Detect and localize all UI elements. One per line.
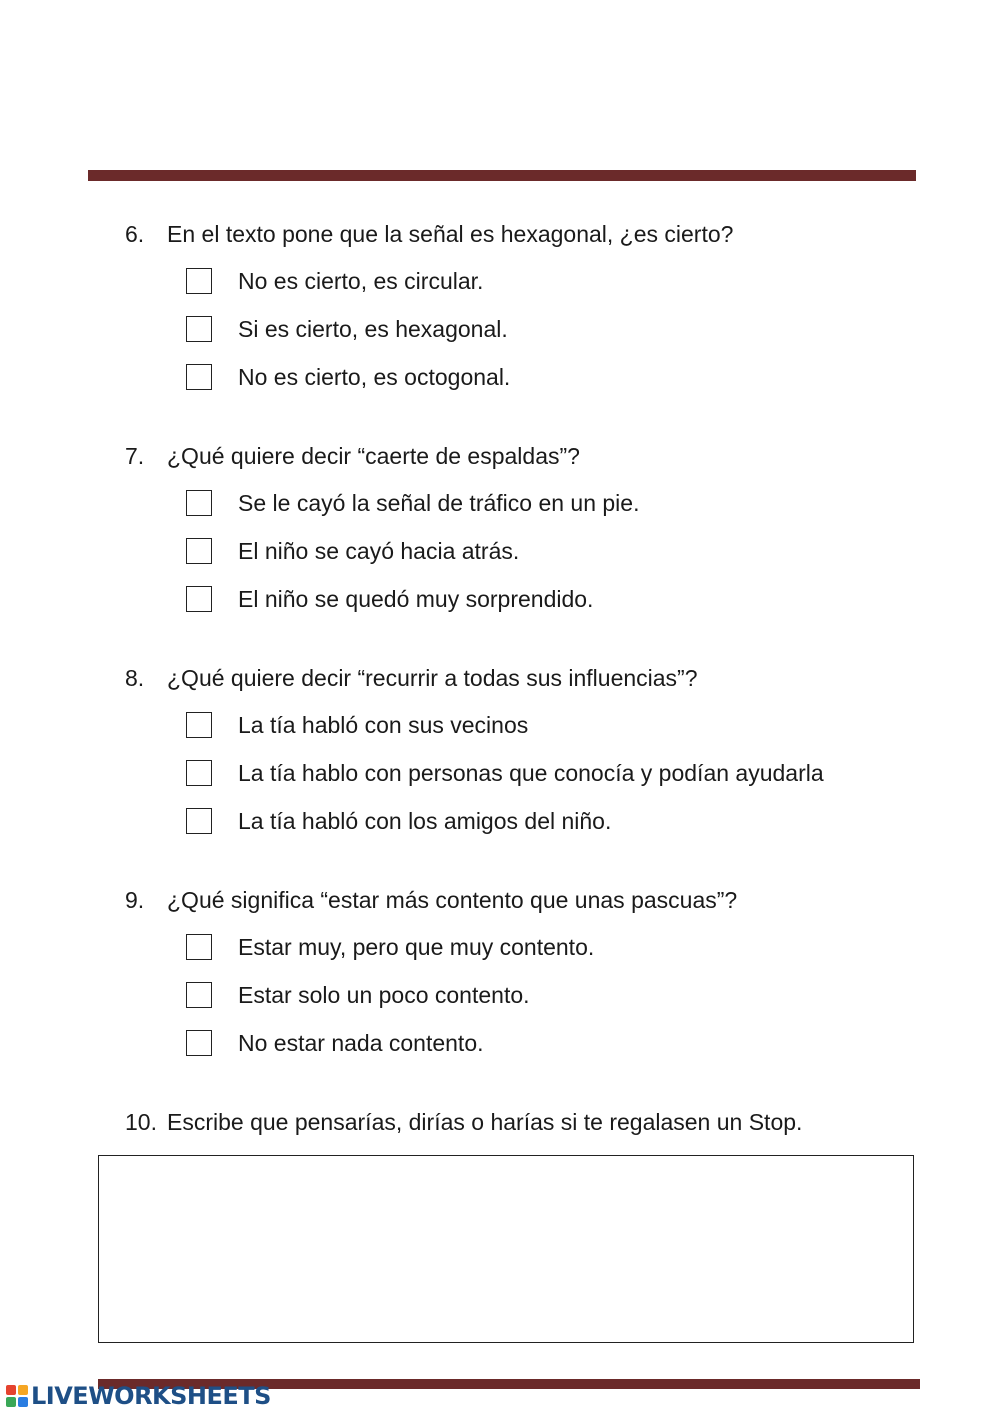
q8-option-2[interactable] — [186, 758, 824, 788]
checkbox[interactable] — [186, 712, 212, 738]
answer-text-box[interactable] — [98, 1155, 914, 1343]
logo-icon — [6, 1385, 28, 1407]
q7-option-2[interactable] — [186, 536, 519, 566]
logo-square — [6, 1385, 16, 1395]
q6-option-2[interactable] — [186, 314, 508, 344]
logo-square — [18, 1385, 28, 1395]
question-text: Escribe que pensarías, dirías o harías si te regalasen un Stop. — [167, 1109, 803, 1135]
question-text: ¿Qué quiere decir “recurrir a todas sus influencias”? — [167, 665, 698, 691]
question-text: ¿Qué quiere decir “caerte de espaldas”? — [167, 443, 580, 469]
option-label: El niño se quedó muy sorprendido. — [238, 586, 594, 612]
q9-option-2[interactable] — [186, 980, 530, 1010]
option-label: Si es cierto, es hexagonal. — [238, 316, 508, 342]
option-label: No estar nada contento. — [238, 1030, 484, 1056]
option-label: No es cierto, es circular. — [238, 268, 484, 294]
option-label: Estar muy, pero que muy contento. — [238, 934, 595, 960]
question-7 — [125, 441, 580, 471]
checkbox[interactable] — [186, 934, 212, 960]
option-label: Estar solo un poco contento. — [238, 982, 530, 1008]
option-label: La tía habló con los amigos del niño. — [238, 808, 612, 834]
checkbox[interactable] — [186, 808, 212, 834]
option-label: El niño se cayó hacia atrás. — [238, 538, 520, 564]
checkbox[interactable] — [186, 268, 212, 294]
liveworksheets-logo — [6, 1383, 271, 1409]
question-6 — [125, 219, 733, 249]
top-divider — [88, 170, 916, 181]
checkbox[interactable] — [186, 982, 212, 1008]
option-label: La tía hablo con personas que conocía y podían ayudarla — [238, 760, 824, 786]
q8-option-1[interactable] — [186, 710, 528, 740]
q7-option-1[interactable] — [186, 488, 639, 518]
q8-option-3[interactable] — [186, 806, 611, 836]
q9-option-3[interactable] — [186, 1028, 484, 1058]
checkbox[interactable] — [186, 316, 212, 342]
option-label: La tía habló con sus vecinos — [238, 712, 529, 738]
logo-text: LIVEWORKSHEETS — [31, 1382, 271, 1410]
q6-option-3[interactable] — [186, 362, 510, 392]
question-text: En el texto pone que la señal es hexagonal, ¿es cierto? — [167, 221, 734, 247]
option-label: Se le cayó la señal de tráfico en un pie. — [238, 490, 640, 516]
question-9 — [125, 885, 737, 915]
checkbox[interactable] — [186, 490, 212, 516]
question-number: 6. — [125, 221, 145, 247]
q7-option-3[interactable] — [186, 584, 593, 614]
question-number: 8. — [125, 665, 145, 691]
question-number: 10. — [125, 1109, 157, 1135]
checkbox[interactable] — [186, 1030, 212, 1056]
checkbox[interactable] — [186, 586, 212, 612]
q6-option-1[interactable] — [186, 266, 483, 296]
question-10 — [125, 1107, 802, 1137]
logo-square — [6, 1397, 16, 1407]
question-number: 7. — [125, 443, 145, 469]
option-label: No es cierto, es octogonal. — [238, 364, 511, 390]
checkbox[interactable] — [186, 760, 212, 786]
checkbox[interactable] — [186, 364, 212, 390]
checkbox[interactable] — [186, 538, 212, 564]
q9-option-1[interactable] — [186, 932, 594, 962]
logo-square — [18, 1397, 28, 1407]
question-text: ¿Qué significa “estar más contento que unas pascuas”? — [167, 887, 738, 913]
question-number: 9. — [125, 887, 145, 913]
question-8 — [125, 663, 698, 693]
